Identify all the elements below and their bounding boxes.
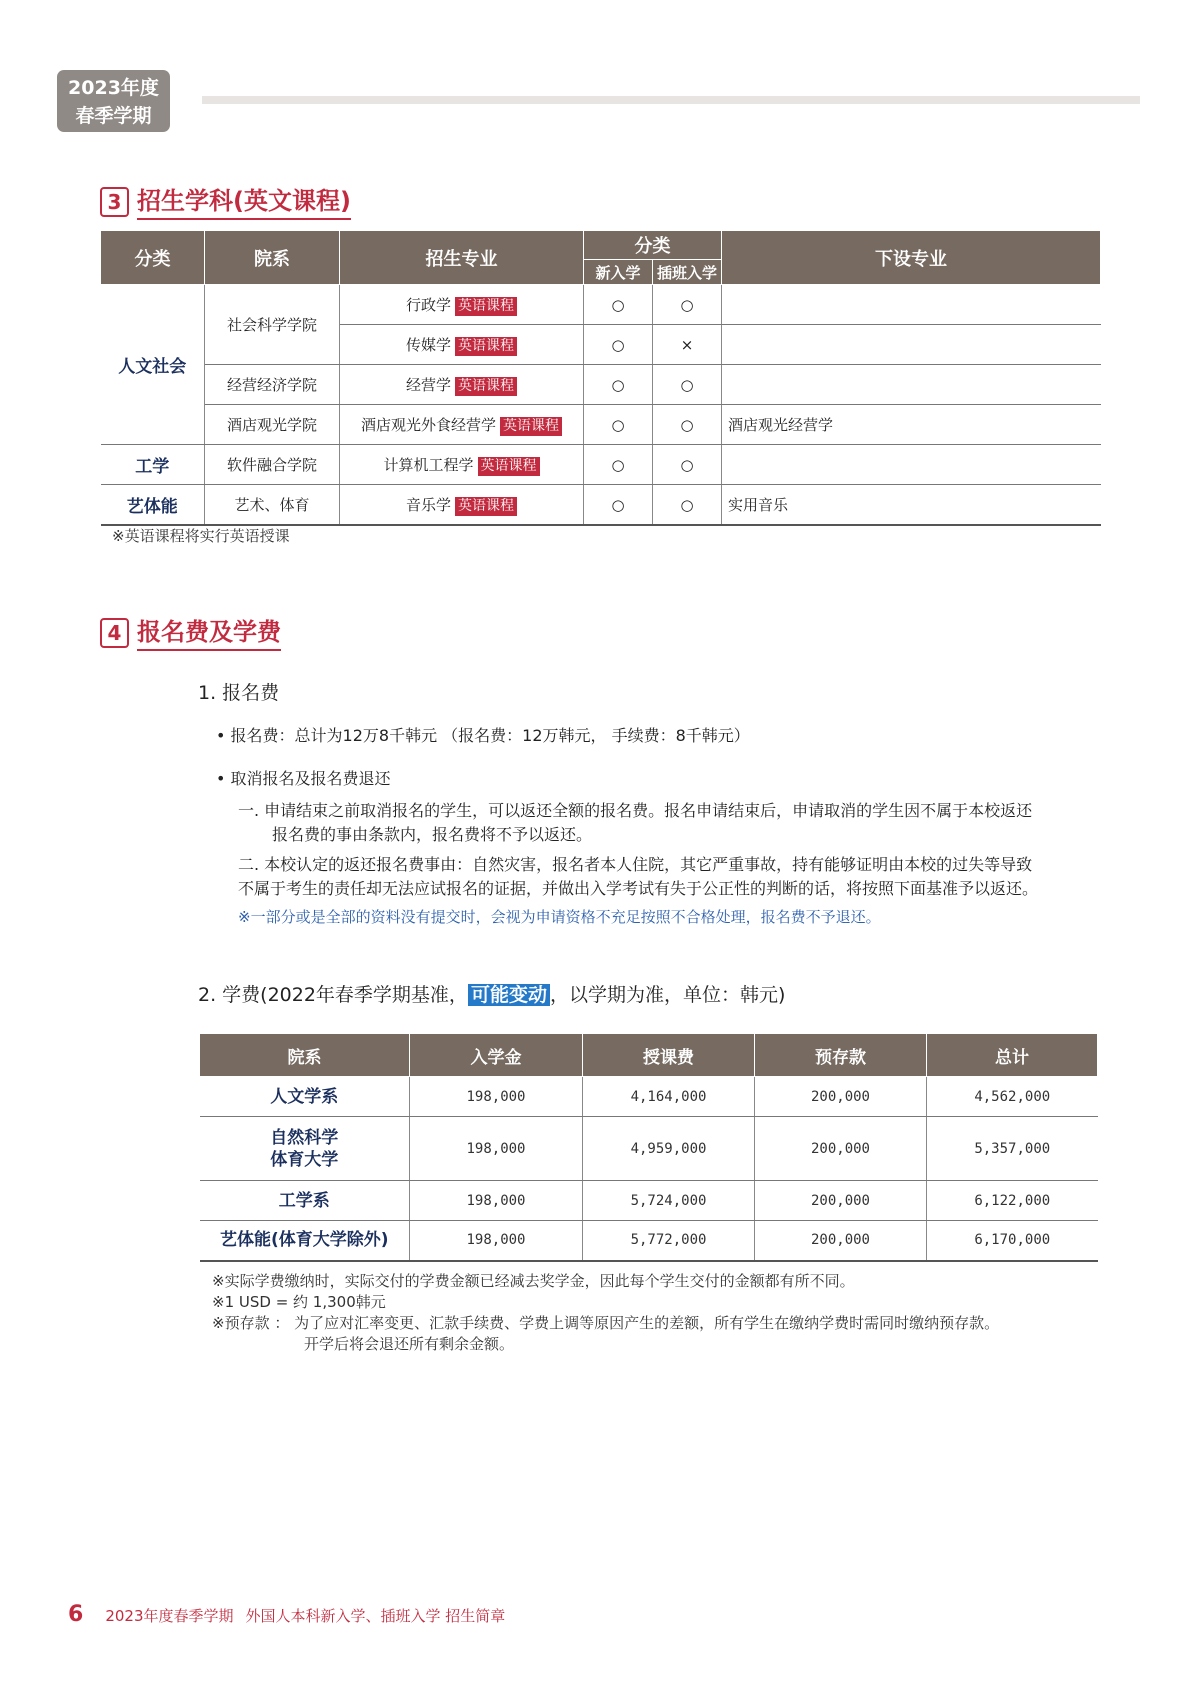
fee-bullet-1: • 报名费：总计为12万8千韩元 （报名费：12万韩元， 手续费：8千韩元） — [216, 726, 750, 745]
college-cell: 艺术、体育 — [205, 485, 340, 526]
english-course-tag: 英语课程 — [500, 417, 562, 436]
lecture-fee-cell: 4,959,000 — [583, 1117, 755, 1181]
fee-bullet-2: • 取消报名及报名费退还 — [216, 769, 391, 788]
english-majors-table — [100, 230, 1101, 526]
deposit-cell: 200,000 — [755, 1221, 927, 1261]
section4-number: 4 — [100, 618, 129, 648]
english-course-note: ※英语课程将实行英语授课 — [112, 527, 290, 545]
section3-title: 招生学科(英文课程) — [137, 184, 351, 220]
category-cell: 工学 — [101, 445, 205, 485]
english-course-tag: 英语课程 — [455, 337, 517, 356]
tuition-table — [199, 1033, 1098, 1262]
header-sub-major: 下设专业 — [722, 231, 1101, 285]
sub-major-cell — [722, 325, 1101, 365]
lecture-fee-cell: 5,772,000 — [583, 1221, 755, 1261]
header-category: 分类 — [101, 231, 205, 285]
tuition-note-4: 开学后将会退还所有剩余金额。 — [304, 1335, 515, 1353]
dept-cell: 工学系 — [200, 1181, 410, 1221]
entry-fee-cell: 198,000 — [410, 1221, 583, 1261]
header-rule — [202, 96, 1140, 104]
header-type: 分类 — [584, 231, 722, 260]
category-cell: 艺体能 — [101, 485, 205, 526]
header-college: 院系 — [205, 231, 340, 285]
major-cell: 行政学 英语课程 — [340, 285, 584, 325]
dept-cell: 自然科学 体育大学 — [200, 1117, 410, 1181]
major-cell: 传媒学 英语课程 — [340, 325, 584, 365]
new-cell: ○ — [584, 365, 653, 405]
page-number: 6 — [68, 1602, 84, 1627]
major-cell: 音乐学 英语课程 — [340, 485, 584, 526]
header-transfer: 插班入学 — [653, 260, 722, 285]
english-course-tag: 英语课程 — [455, 497, 517, 516]
entry-fee-cell: 198,000 — [410, 1117, 583, 1181]
deposit-cell: 200,000 — [755, 1181, 927, 1221]
sub-major-cell: 酒店观光经营学 — [722, 405, 1101, 445]
new-cell: ○ — [584, 445, 653, 485]
college-cell: 软件融合学院 — [205, 445, 340, 485]
tuition-header-entry: 入学金 — [410, 1034, 583, 1077]
major-cell: 经营学 英语课程 — [340, 365, 584, 405]
section3-number: 3 — [100, 187, 129, 217]
dept-cell: 艺体能(体育大学除外) — [200, 1221, 410, 1261]
new-cell: ○ — [584, 405, 653, 445]
table-row — [200, 1117, 1098, 1181]
entry-fee-cell: 198,000 — [410, 1077, 583, 1117]
may-change-highlight: 可能变动 — [468, 984, 550, 1006]
major-cell: 计算机工程学 英语课程 — [340, 445, 584, 485]
total-cell: 6,122,000 — [927, 1181, 1098, 1221]
transfer-cell: × — [653, 325, 722, 365]
college-cell: 社会科学学院 — [205, 285, 340, 365]
tuition-header-lecture: 授课费 — [583, 1034, 755, 1077]
new-cell: ○ — [584, 325, 653, 365]
transfer-cell: ○ — [653, 365, 722, 405]
new-cell: ○ — [584, 485, 653, 526]
table-row — [101, 285, 1101, 325]
term-badge — [57, 70, 170, 132]
tuition-header-deposit: 预存款 — [755, 1034, 927, 1077]
table-row — [101, 405, 1101, 445]
transfer-cell: ○ — [653, 445, 722, 485]
college-cell: 经营经济学院 — [205, 365, 340, 405]
sub-major-cell — [722, 285, 1101, 325]
footer-desc: 外国人本科新入学、插班入学 招生简章 — [245, 1607, 506, 1625]
refund-item-2-cont: 不属于考生的责任却无法应试报名的证据，并做出入学考试有失于公正性的判断的话，将按照下面基准予以返还。 — [238, 879, 1039, 898]
transfer-cell: ○ — [653, 485, 722, 526]
transfer-cell: ○ — [653, 405, 722, 445]
header-new: 新入学 — [584, 260, 653, 285]
sub-major-cell: 实用音乐 — [722, 485, 1101, 526]
deposit-cell: 200,000 — [755, 1077, 927, 1117]
tuition-header-dept: 院系 — [200, 1034, 410, 1077]
sub-major-cell — [722, 365, 1101, 405]
tuition-heading: 2. 学费(2022年春季学期基准， 可能变动 ，以学期为准，单位：韩元) — [198, 984, 786, 1006]
tuition-note-2: ※1 USD = 约 1,300韩元 — [212, 1293, 386, 1311]
page-footer — [68, 1602, 517, 1627]
dept-cell: 人文学系 — [200, 1077, 410, 1117]
total-cell: 4,562,000 — [927, 1077, 1098, 1117]
section4-heading — [100, 615, 281, 651]
refund-item-1-cont: 报名费的事由条款内，报名费将不予以返还。 — [272, 825, 593, 844]
total-cell: 6,170,000 — [927, 1221, 1098, 1261]
fee-heading: 1. 报名费 — [198, 682, 280, 704]
entry-fee-cell: 198,000 — [410, 1181, 583, 1221]
refund-item-2: 二. 本校认定的返还报名费事由：自然灾害，报名者本人住院，其它严重事故，持有能够证明由本校的过失等导致 — [238, 855, 1033, 874]
college-cell: 酒店观光学院 — [205, 405, 340, 445]
major-cell: 酒店观光外食经营学 英语课程 — [340, 405, 584, 445]
lecture-fee-cell: 5,724,000 — [583, 1181, 755, 1221]
total-cell: 5,357,000 — [927, 1117, 1098, 1181]
table-row — [101, 365, 1101, 405]
section3-heading — [100, 184, 351, 220]
tuition-note-3: ※预存款 ： 为了应对汇率变更、汇款手续费、学费上调等原因产生的差额，所有学生在缴纳学费时需同时缴纳预存款。 — [212, 1314, 1000, 1332]
section4-title: 报名费及学费 — [137, 615, 281, 651]
lecture-fee-cell: 4,164,000 — [583, 1077, 755, 1117]
badge-year: 2023年度 — [68, 77, 159, 99]
english-course-tag: 英语课程 — [455, 297, 517, 316]
footer-term: 2023年度春季学期 — [105, 1607, 234, 1625]
badge-term: 春季学期 — [75, 105, 152, 127]
category-cell: 人文社会 — [101, 285, 205, 445]
tuition-header-total: 总计 — [927, 1034, 1098, 1077]
english-course-tag: 英语课程 — [455, 377, 517, 396]
fee-note: ※一部分或是全部的资料没有提交时，会视为申请资格不充足按照不合格处理，报名费不予退还。 — [238, 908, 881, 926]
table-row — [200, 1221, 1098, 1261]
table-row — [101, 445, 1101, 485]
tuition-note-1: ※实际学费缴纳时，实际交付的学费金额已经减去奖学金，因此每个学生交付的金额都有所不同。 — [212, 1272, 855, 1290]
table-row — [200, 1181, 1098, 1221]
new-cell: ○ — [584, 285, 653, 325]
refund-item-1: 一. 申请结束之前取消报名的学生，可以返还全额的报名费。报名申请结束后，申请取消的学生因不属于本校返还 — [238, 801, 1033, 820]
table-row — [101, 485, 1101, 526]
header-major: 招生专业 — [340, 231, 584, 285]
transfer-cell: ○ — [653, 285, 722, 325]
english-course-tag: 英语课程 — [478, 457, 540, 476]
deposit-cell: 200,000 — [755, 1117, 927, 1181]
table-row — [200, 1077, 1098, 1117]
sub-major-cell — [722, 445, 1101, 485]
